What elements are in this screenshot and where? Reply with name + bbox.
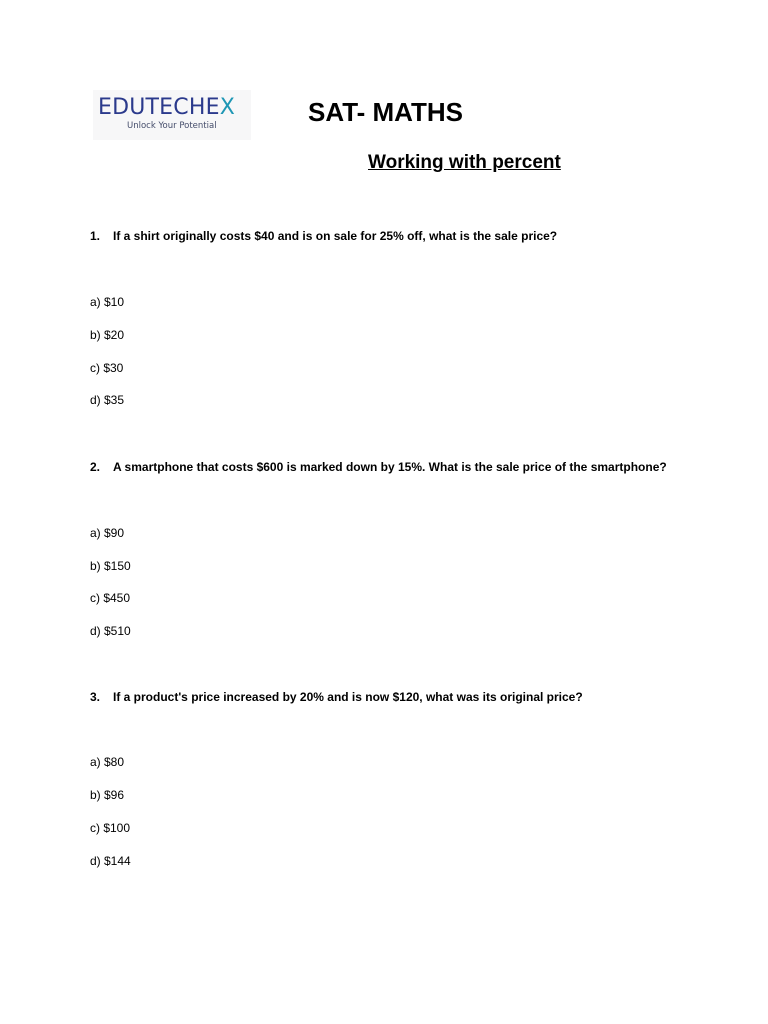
option-3a: a) $80 <box>90 755 125 769</box>
page-subtitle: Working with percent <box>368 152 561 173</box>
logo-wordmark <box>98 95 235 121</box>
logo-brand-tail: X <box>219 95 235 120</box>
logo-brand-main: EDUTECHE <box>98 95 220 120</box>
option-1c: c) $30 <box>90 361 124 375</box>
option-1b: b) $20 <box>90 328 125 342</box>
logo-tagline: Unlock Your Potential <box>127 121 217 131</box>
question-number: 2. <box>90 460 101 474</box>
question-text: If a product's price increased by 20% and is now $120, what was its original price? <box>113 690 583 704</box>
option-2b: b) $150 <box>90 559 131 573</box>
question-number: 3. <box>90 690 101 704</box>
option-3b: b) $96 <box>90 788 125 802</box>
question-text: A smartphone that costs $600 is marked down by 15%. What is the sale price of the smartphone? <box>113 460 667 474</box>
option-1d: d) $35 <box>90 393 125 407</box>
question-text: If a shirt originally costs $40 and is on sale for 25% off, what is the sale price? <box>113 229 558 243</box>
question-number: 1. <box>90 229 101 243</box>
option-3c: c) $100 <box>90 821 131 835</box>
option-1a: a) $10 <box>90 295 125 309</box>
question-2 <box>90 459 667 475</box>
logo <box>93 90 251 140</box>
option-3d: d) $144 <box>90 854 131 868</box>
question-3 <box>90 689 583 705</box>
option-2c: c) $450 <box>90 591 131 605</box>
page-title: SAT- MATHS <box>308 97 464 127</box>
option-2a: a) $90 <box>90 526 125 540</box>
question-1 <box>90 228 557 244</box>
option-2d: d) $510 <box>90 624 131 638</box>
